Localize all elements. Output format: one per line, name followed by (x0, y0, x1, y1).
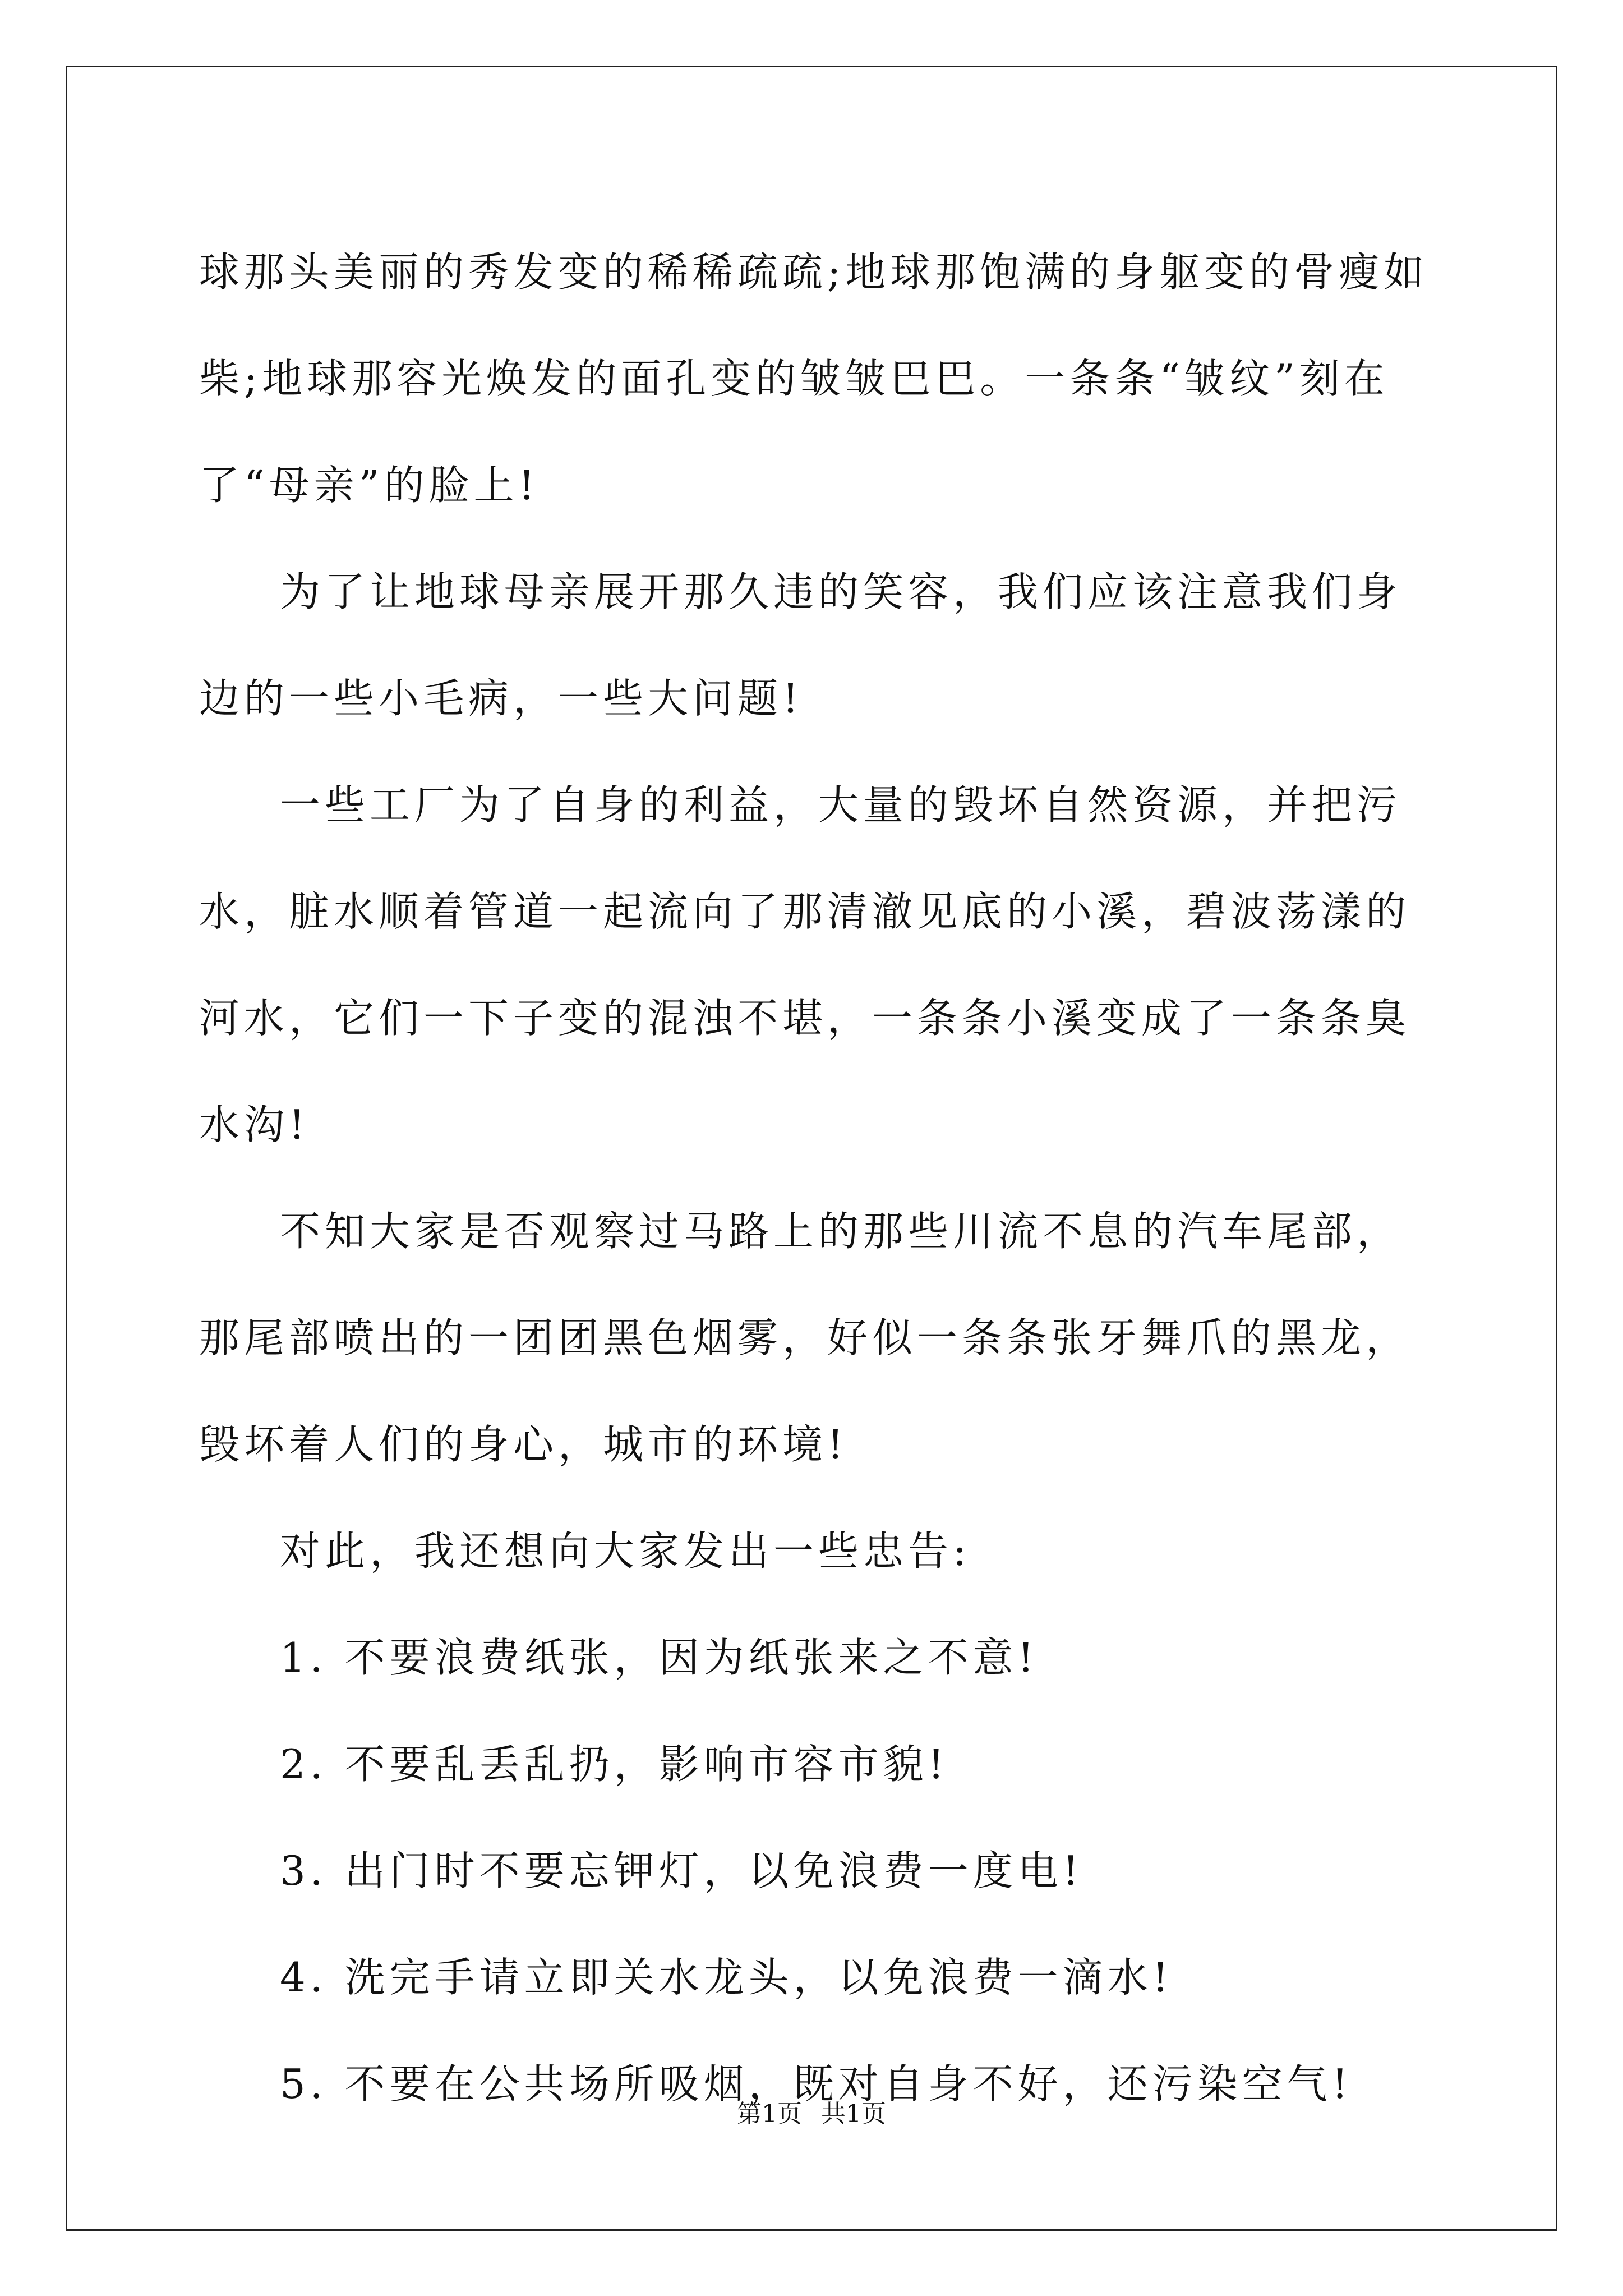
paragraph-2: 为了让地球母亲展开那久违的笑容，我们应该注意我们身边的一些小毛病，一些大问题! (199, 568, 1402, 722)
page-number: 第1页 (737, 2100, 802, 2128)
document-body (199, 219, 1433, 2137)
paragraph-1: 球那头美丽的秀发变的稀稀疏疏;地球那饱满的身躯变的骨瘦如柴;地球那容光焕发的面孔变的皱皱巴巴。一条条“皱纹”刻在了“母亲”的脸上! (199, 249, 1429, 509)
list-item-3: 3. 出门时不要忘钾灯，以免浪费一度电! (280, 1847, 1083, 1894)
paragraph-3: 一些工厂为了自身的利益，大量的毁坏自然资源，并把污水，脏水顺着管道一起流向了那清澈见底的小溪，碧波荡漾的河水，它们一下子变的混浊不堪，一条条小溪变成了一条条臭水沟! (199, 781, 1411, 1148)
list-item-4: 4. 洗完手请立即关水龙头，以免浪费一滴水! (280, 1954, 1173, 2001)
paragraph-4: 不知大家是否观察过马路上的那些川流不息的汽车尾部，那尾部喷出的一团团黑色烟雾，好似一条条张牙舞爪的黑龙，毁坏着人们的身心，城市的环境! (199, 1208, 1411, 1468)
page-total: 共1页 (821, 2100, 886, 2128)
list-item-5: 5. 不要在公共场所吸烟，既对自身不好，还污染空气! (280, 2060, 1353, 2108)
paragraph-5: 对此，我还想向大家发出一些忠告: (280, 1527, 971, 1575)
list-item-1: 1. 不要浪费纸张，因为纸张来之不意! (280, 1634, 1039, 1681)
list-item-2: 2. 不要乱丢乱扔，影响市容市貌! (280, 1741, 949, 1788)
page-footer (0, 2093, 1623, 2129)
